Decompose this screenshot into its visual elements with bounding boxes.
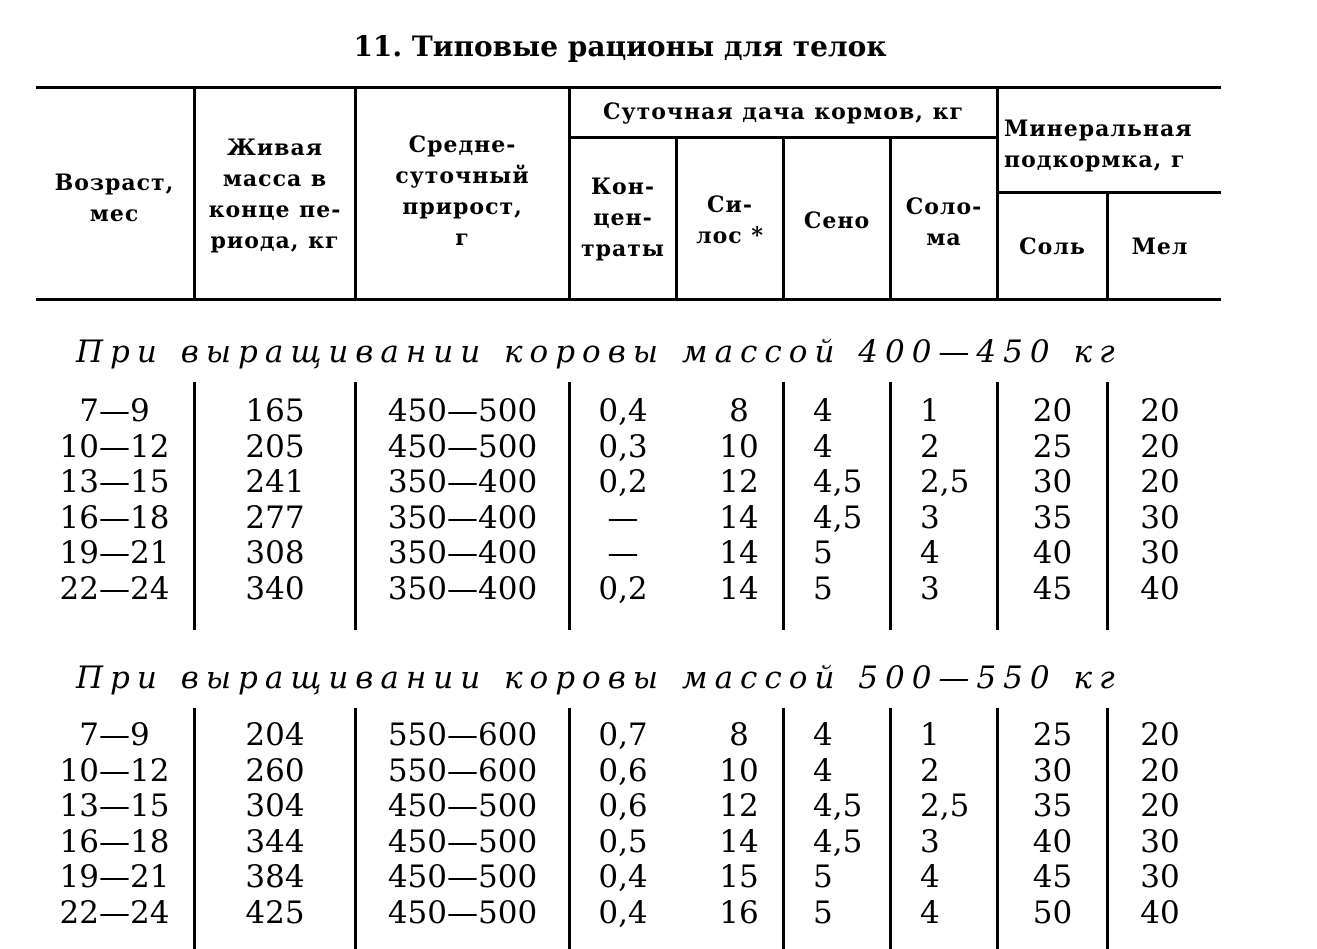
table-cell: 30 <box>1140 499 1180 536</box>
table-cell: 8 <box>729 393 749 429</box>
table-cell: 22—24 <box>59 570 170 607</box>
table-cell: 12 <box>719 464 759 501</box>
table-cell: 16—18 <box>59 823 170 860</box>
table-cell: 15 <box>719 859 759 896</box>
table-cell: 165 <box>245 393 305 429</box>
table-cell: 7—9 <box>79 717 150 753</box>
table-cell: 344 <box>245 823 305 860</box>
table-cell: 35 <box>1032 499 1073 536</box>
table-cell: 2 <box>920 752 940 789</box>
table-cell: 4 <box>920 894 940 931</box>
table-cell: 3 <box>920 499 940 536</box>
table-cell: 30 <box>1032 464 1073 501</box>
table-cell: 450—500 <box>387 788 538 825</box>
column-silage <box>678 718 782 932</box>
table-cell: 0,4 <box>598 393 648 429</box>
table-cell: 10—12 <box>59 752 170 789</box>
table-cell: 10 <box>719 428 759 465</box>
table-cell: 350—400 <box>387 535 538 572</box>
table-cell: 50 <box>1032 894 1073 931</box>
table-cell: 0,3 <box>598 428 648 465</box>
table-cell: 5 <box>813 859 833 896</box>
table-cell: 384 <box>245 859 305 896</box>
column-hay <box>785 718 889 932</box>
table-cell: 0,4 <box>598 894 648 931</box>
header-top-rule <box>36 86 1221 89</box>
table-cell: 450—500 <box>387 393 538 429</box>
table-cell: 4,5 <box>813 464 863 501</box>
header-silage: Си- лос * <box>696 192 764 249</box>
column-straw <box>892 394 996 608</box>
table-cell: 4,5 <box>813 499 863 536</box>
header-daily-feed-group: Суточная дача кормов, кг <box>603 99 964 125</box>
column-silage <box>678 394 782 608</box>
table-cell: 450—500 <box>387 894 538 931</box>
table-cell: 0,6 <box>598 752 648 789</box>
table-cell: 2 <box>920 428 940 465</box>
table-cell: 450—500 <box>387 428 538 465</box>
table-cell: 20 <box>1140 717 1180 753</box>
table-cell: 308 <box>245 535 305 572</box>
table-cell: 20 <box>1140 752 1180 789</box>
column-salt <box>999 394 1106 608</box>
table-cell: 25 <box>1032 717 1073 753</box>
column-conc <box>571 394 675 608</box>
section-label: При выращивании коровы массой 500—550 кг <box>76 660 1122 696</box>
table-cell: 3 <box>920 570 940 607</box>
table-cell: 12 <box>719 788 759 825</box>
table-cell: 304 <box>245 788 305 825</box>
table-cell: 40 <box>1140 894 1180 931</box>
column-chalk <box>1109 718 1211 932</box>
table-cell: 5 <box>813 535 833 572</box>
header-salt: Соль <box>1019 234 1086 260</box>
header-age: Возраст, мес <box>54 170 175 227</box>
table-cell: 8 <box>729 717 749 753</box>
table-cell: 19—21 <box>59 535 170 572</box>
table-cell: 2,5 <box>920 788 970 825</box>
table-cell: 205 <box>245 428 305 465</box>
table-cell: 40 <box>1032 823 1073 860</box>
table-cell: 14 <box>719 499 759 536</box>
header-hay: Сено <box>803 208 871 234</box>
header-mineral-group: Минеральная подкормка, г <box>1004 116 1193 173</box>
table-cell: 241 <box>245 464 305 501</box>
table-cell: 30 <box>1140 823 1180 860</box>
table-cell: 14 <box>719 823 759 860</box>
table-cell: 20 <box>1032 393 1073 429</box>
table-cell: 3 <box>920 823 940 860</box>
table-cell: 0,6 <box>598 788 648 825</box>
table-cell: 19—21 <box>59 859 170 896</box>
table-cell: 30 <box>1140 535 1180 572</box>
column-age <box>36 394 193 608</box>
column-weight <box>196 394 354 608</box>
table-cell: 4 <box>813 752 833 789</box>
column-chalk <box>1109 394 1211 608</box>
table-cell: 10 <box>719 752 759 789</box>
table-cell: 0,4 <box>598 859 648 896</box>
table-title: 11. Типовые рационы для телок <box>353 30 887 63</box>
table-cell: 550—600 <box>387 717 538 753</box>
table-cell: 45 <box>1032 570 1073 607</box>
table-cell: 30 <box>1032 752 1073 789</box>
table-cell: 425 <box>245 894 305 931</box>
header-live-weight: Живая масса в конце пе- риода, кг <box>208 135 342 254</box>
table-cell: — <box>607 499 639 536</box>
table-cell: 5 <box>813 570 833 607</box>
table-cell: 5 <box>813 894 833 931</box>
table-cell: 340 <box>245 570 305 607</box>
table-cell: 2,5 <box>920 464 970 501</box>
table-cell: 4,5 <box>813 823 863 860</box>
table-cell: 4 <box>813 393 833 429</box>
table-cell: 13—15 <box>59 788 170 825</box>
table-cell: 7—9 <box>79 393 150 429</box>
table-cell: 16 <box>719 894 759 931</box>
header-concentrates: Кон- цен- траты <box>581 174 665 262</box>
table-cell: 260 <box>245 752 305 789</box>
table-cell: 4 <box>813 428 833 465</box>
column-age <box>36 718 193 932</box>
header-daily-gain: Средне- суточный прирост, г <box>395 132 530 251</box>
table-cell: 4,5 <box>813 788 863 825</box>
table-cell: 4 <box>920 535 940 572</box>
table-cell: 40 <box>1140 570 1180 607</box>
table-cell: 1 <box>920 717 940 753</box>
column-straw <box>892 718 996 932</box>
column-gain <box>357 718 568 932</box>
table-cell: 4 <box>813 717 833 753</box>
table-cell: 25 <box>1032 428 1073 465</box>
table-cell: 40 <box>1032 535 1073 572</box>
table-cell: 0,7 <box>598 717 648 753</box>
table-cell: 10—12 <box>59 428 170 465</box>
table-cell: 550—600 <box>387 752 538 789</box>
table-cell: 4 <box>920 859 940 896</box>
table-cell: 350—400 <box>387 499 538 536</box>
table-cell: 350—400 <box>387 464 538 501</box>
table-cell: 20 <box>1140 788 1180 825</box>
table-cell: 450—500 <box>387 859 538 896</box>
header-bottom-rule <box>36 298 1221 301</box>
table-cell: 14 <box>719 570 759 607</box>
header-divider <box>996 88 999 300</box>
column-hay <box>785 394 889 608</box>
table-cell: 0,2 <box>598 570 648 607</box>
column-weight <box>196 718 354 932</box>
table-cell: — <box>607 535 639 572</box>
column-salt <box>999 718 1106 932</box>
table-cell: 14 <box>719 535 759 572</box>
header-chalk: Мел <box>1131 234 1189 260</box>
section-label: При выращивании коровы массой 400—450 кг <box>76 334 1122 370</box>
table-cell: 0,5 <box>598 823 648 860</box>
table-cell: 20 <box>1140 464 1180 501</box>
table-cell: 277 <box>245 499 305 536</box>
table-cell: 1 <box>920 393 940 429</box>
table-cell: 30 <box>1140 859 1180 896</box>
table-cell: 350—400 <box>387 570 538 607</box>
table-cell: 16—18 <box>59 499 170 536</box>
table-cell: 20 <box>1140 428 1180 465</box>
table-cell: 450—500 <box>387 823 538 860</box>
table-cell: 22—24 <box>59 894 170 931</box>
column-gain <box>357 394 568 608</box>
table-cell: 13—15 <box>59 464 170 501</box>
table-cell: 35 <box>1032 788 1073 825</box>
column-conc <box>571 718 675 932</box>
table-cell: 20 <box>1140 393 1180 429</box>
table-cell: 45 <box>1032 859 1073 896</box>
table-cell: 0,2 <box>598 464 648 501</box>
header-straw: Соло- ма <box>905 194 983 251</box>
table-cell: 204 <box>245 717 305 753</box>
